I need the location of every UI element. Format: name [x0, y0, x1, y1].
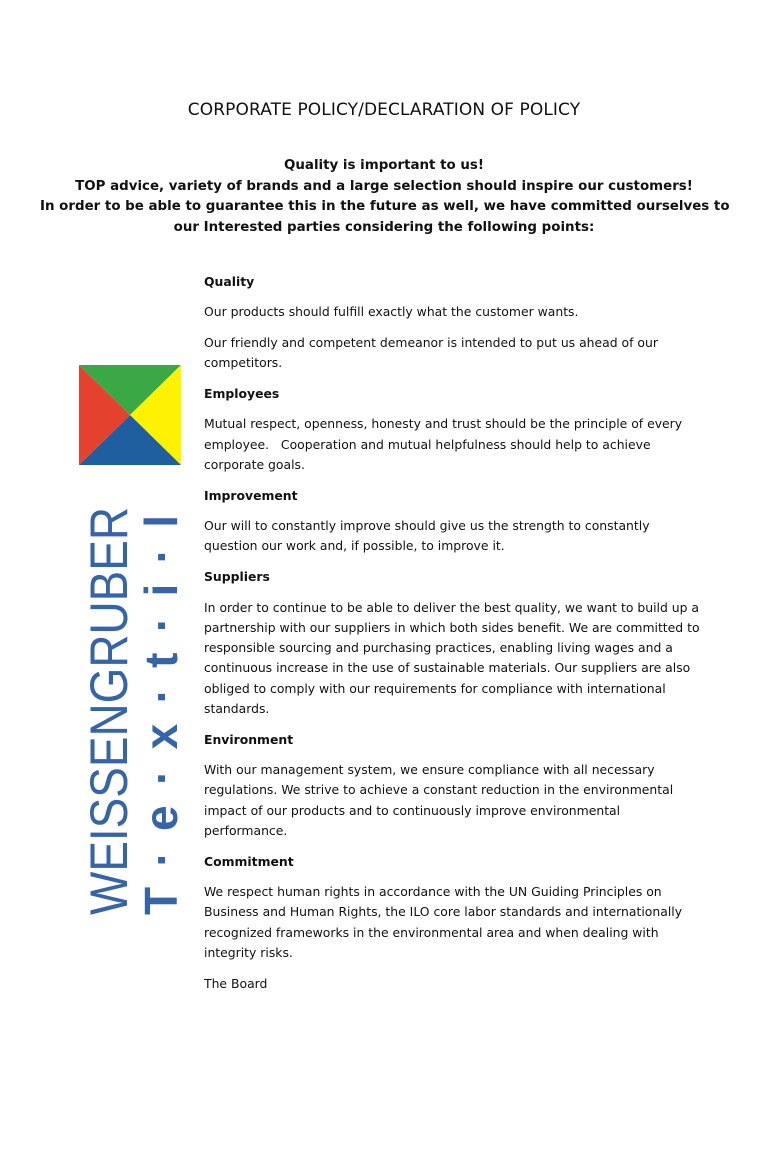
section-paragraph: Our will to constantly improve should give us the strength to constantly question our work and, if possible, to improve it.: [204, 518, 650, 554]
section-commitment: [204, 852, 704, 963]
intro-line: TOP advice, variety of brands and a large selection should inspire our customers!: [75, 178, 693, 194]
section-heading: Improvement: [204, 487, 298, 503]
intro-line: our Interested parties considering the following points:: [173, 219, 595, 235]
signature: The Board: [204, 975, 268, 991]
section-heading: Quality: [204, 274, 255, 289]
policy-body: [204, 272, 704, 994]
section-paragraph: Our friendly and competent demeanor is intended to put us ahead of our competitors.: [204, 335, 658, 371]
section-heading: Employees: [204, 386, 280, 402]
intro-line: In order to be able to guarantee this in the future as well, we have committed ourselves to: [40, 199, 730, 214]
section-suppliers: [204, 567, 704, 719]
section-environment: [204, 730, 704, 841]
section-employees: [204, 384, 704, 475]
company-logo-wordmark: [80, 443, 187, 915]
company-logo-mark: [79, 365, 181, 465]
section-heading: Commitment: [204, 853, 294, 869]
section-paragraph: With our management system, we ensure compliance with all necessary regulations. We strive to achieve a constant reduction in the environmental impact of our products and to continuously improve environmental performance.: [204, 762, 674, 839]
section-paragraph: We respect human rights in accordance with the UN Guiding Principles on Business and Human Rights, the ILO core labor standards and internationally recognized frameworks in the environmental area and when dealing with integrity risks.: [204, 884, 683, 961]
section-quality: [204, 272, 704, 374]
logo-brand-sub: T·e·x·t·i·l: [135, 515, 187, 915]
section-paragraph: In order to continue to be able to deliver the best quality, we want to build up a partnership with our suppliers in which both sides benefit. We are committed to responsible sourcing and purchasing practices, enabling living wages and a continuous increase in the use of sustainable materials. Our suppliers are also obliged to comply with our requirements for compliance with international standards.: [204, 599, 700, 717]
page-title: CORPORATE POLICY/DECLARATION OF POLICY: [187, 100, 581, 120]
logo-brand-name: WEISSENGRUBER: [80, 443, 139, 915]
section-heading: Suppliers: [204, 569, 270, 585]
intro-line: Quality is important to us!: [284, 158, 484, 173]
section-heading: Environment: [204, 731, 294, 747]
section-paragraph: Mutual respect, openness, honesty and trust should be the principle of every employee. Cooperation and mutual helpfulness should help to achieve corporate goals.: [204, 416, 687, 473]
section-paragraph: Our products should fulfill exactly what the customer wants.: [204, 304, 579, 320]
section-improvement: [204, 486, 704, 557]
intro-block: [40, 156, 728, 238]
